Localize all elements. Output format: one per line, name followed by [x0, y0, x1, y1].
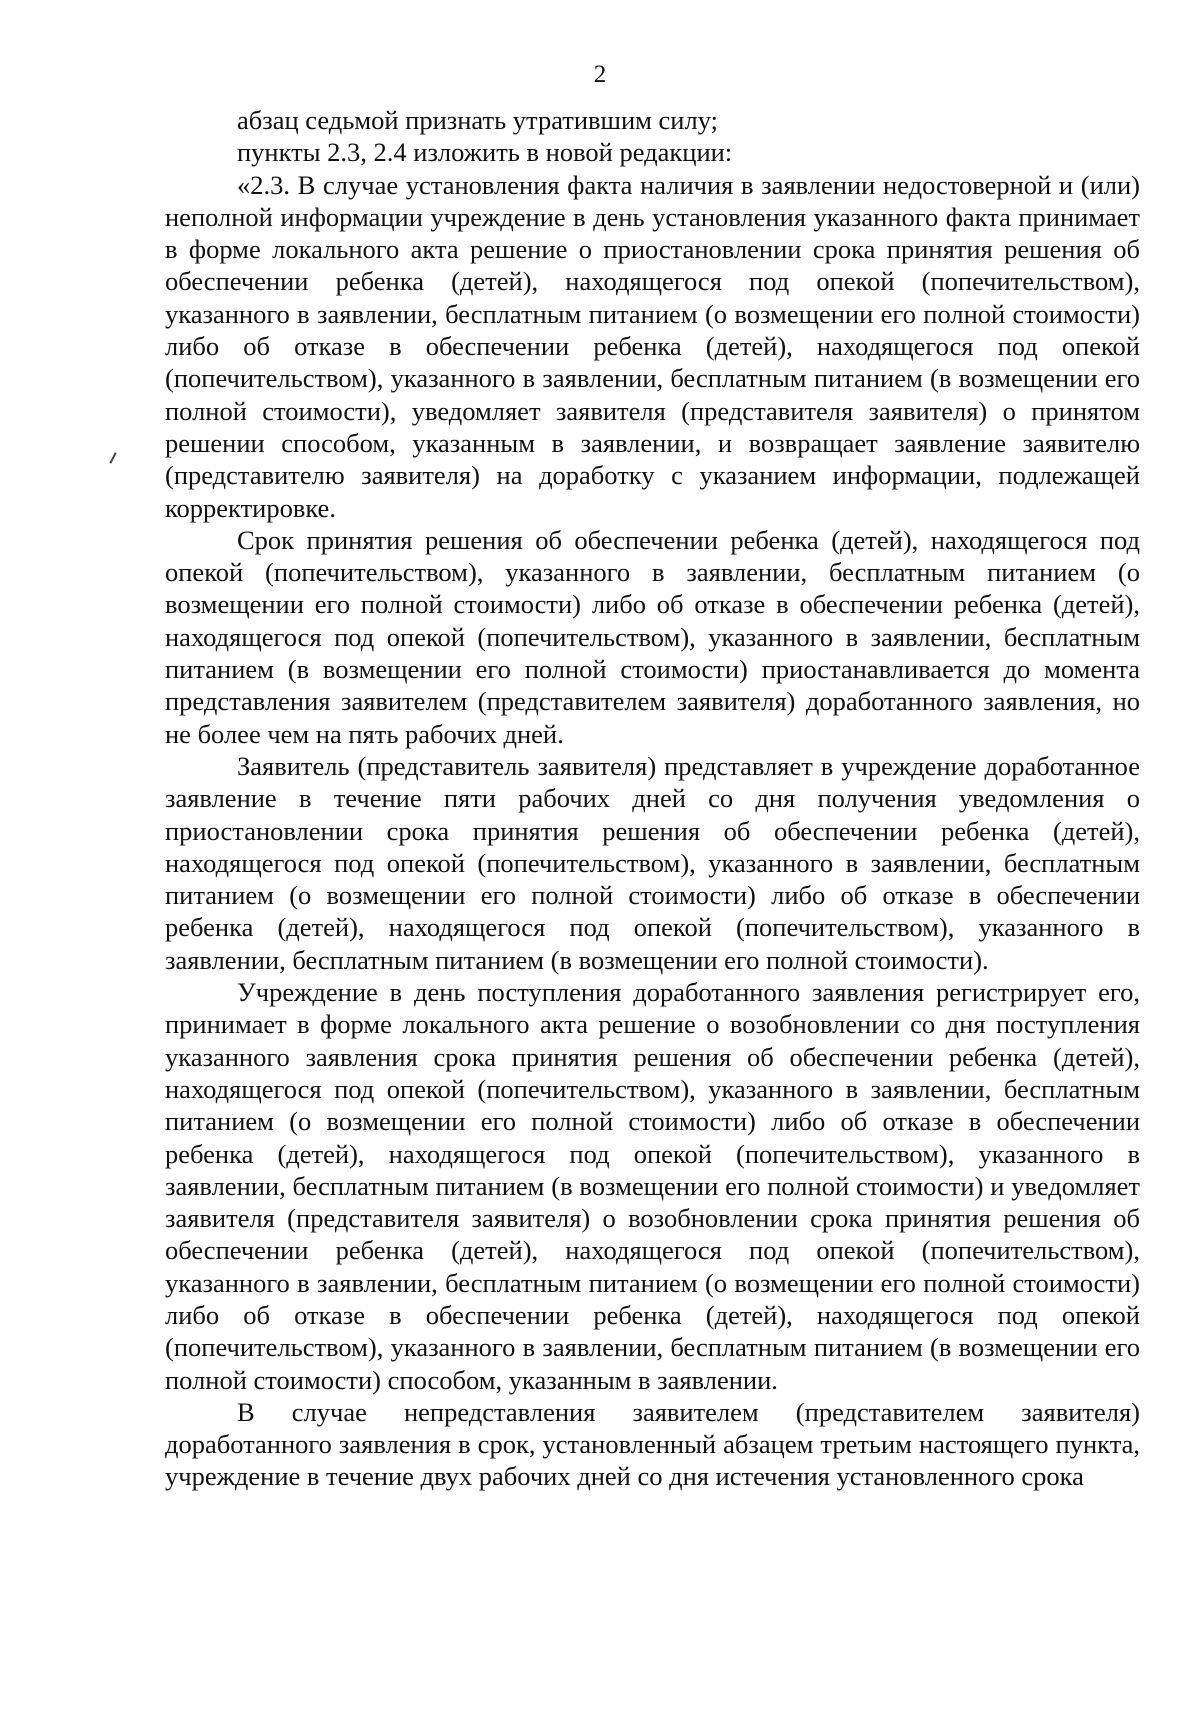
- margin-mark: [109, 452, 116, 464]
- page-number: 2: [593, 61, 607, 88]
- paragraph: В случае непредставления заявителем (представителем заявителя) доработанного заявления в срок, установленный абзацем третьим настоящего пункта, учреждение в течение двух рабочих дней со дня истечения установленного срока: [165, 1396, 1140, 1492]
- paragraph: Срок принятия решения об обеспечении ребенка (детей), находящегося под опекой (попечительством), указанного в заявлении, бесплатным питанием (о возмещении его полной стоимости) либо об отказе в обеспечении ребенка (детей), находящегося под опекой (попечительством), указанного в заявлении, бесплатным питанием (в возмещении его полной стоимости) приостанавливается до момента представления заявителем (представителем заявителя) доработанного заявления, но не более чем на пять рабочих дней.: [165, 524, 1140, 749]
- paragraph: «2.3. В случае установления факта наличия в заявлении недостоверной и (или) неполной информации учреждение в день установления указанного факта принимает в форме локального акта решение о приостановлении срока принятия решения об обеспечении ребенка (детей), находящегося под опекой (попечительством), указанного в заявлении, бесплатным питанием (о возмещении его полной стоимости) либо об отказе в обеспечении ребенка (детей), находящегося под опекой (попечительством), указанного в заявлении, бесплатным питанием (в возмещении его полной стоимости), уведомляет заявителя (представителя заявителя) о принятом решении способом, указанным в заявлении, и возвращает заявление заявителю (представителю заявителя) на доработку с указанием информации, подлежащей корректировке.: [165, 169, 1140, 523]
- paragraph: Заявитель (представитель заявителя) представляет в учреждение доработанное заявление в течение пяти рабочих дней со дня получения уведомления о приостановлении срока принятия решения об обеспечении ребенка (детей), находящегося под опекой (попечительством), указанного в заявлении, бесплатным питанием (о возмещении его полной стоимости) либо об отказе в обеспечении ребенка (детей), находящегося под опекой (попечительством), указанного в заявлении, бесплатным питанием (в возмещении его полной стоимости).: [165, 750, 1140, 975]
- document-body: [165, 104, 1140, 1493]
- paragraph: абзац седьмой признать утратившим силу;: [237, 105, 718, 135]
- paragraph: пункты 2.3, 2.4 изложить в новой редакции:: [237, 137, 733, 168]
- paragraph: Учреждение в день поступления доработанного заявления регистрирует его, принимает в форме локального акта решение о возобновлении со дня поступления указанного заявления срока принятия решения об обеспечении ребенка (детей), находящегося под опекой (попечительством), указанного в заявлении, бесплатным питанием (о возмещении его полной стоимости) либо об отказе в обеспечении ребенка (детей), находящегося под опекой (попечительством), указанного в заявлении, бесплатным питанием (в возмещении его полной стоимости) и уведомляет заявителя (представителя заявителя) о возобновлении срока принятия решения об обеспечении ребенка (детей), находящегося под опекой (попечительством), указанного в заявлении, бесплатным питанием (о возмещении его полной стоимости) либо об отказе в обеспечении ребенка (детей), находящегося под опекой (попечительством), указанного в заявлении, бесплатным питанием (в возмещении его полной стоимости) способом, указанным в заявлении.: [165, 977, 1140, 1395]
